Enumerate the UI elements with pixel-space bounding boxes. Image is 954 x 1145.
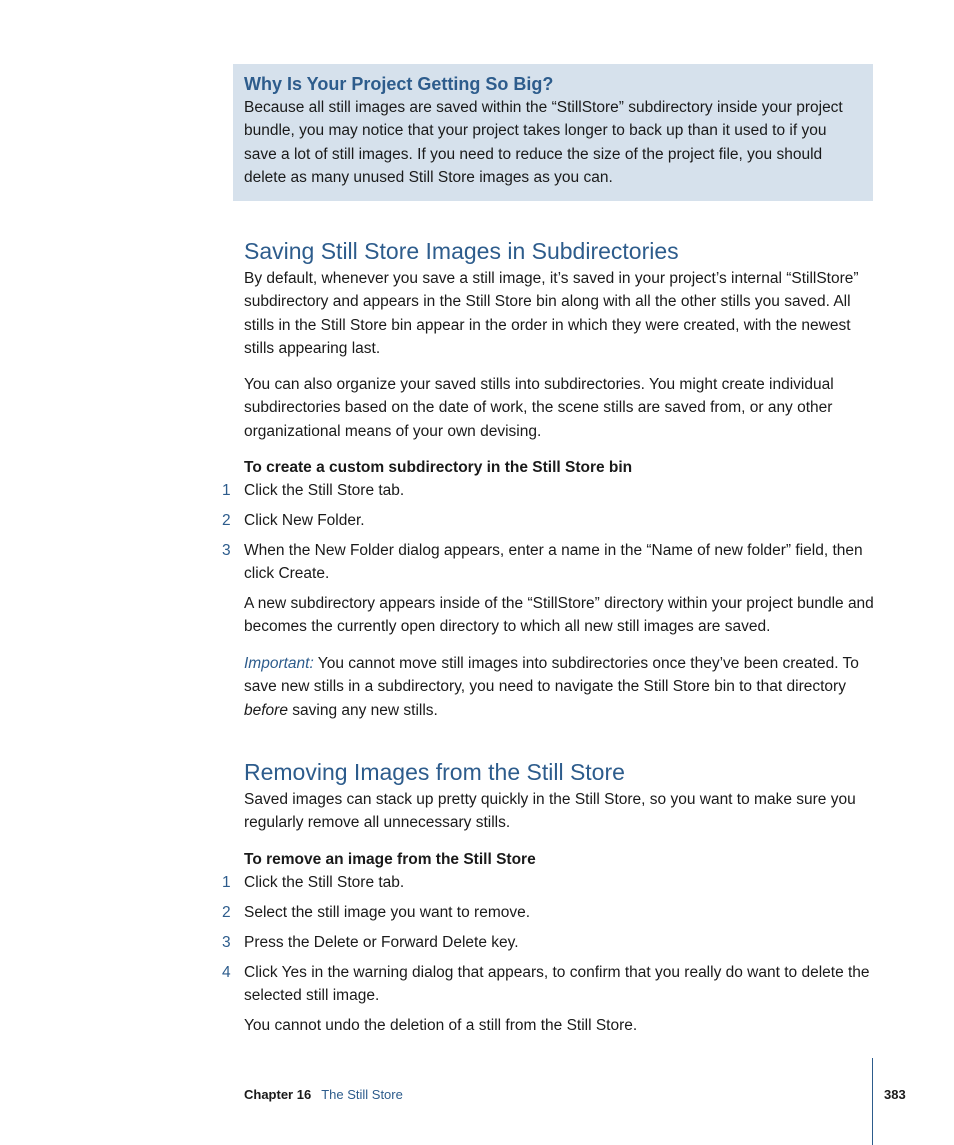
important-note	[244, 652, 876, 722]
step-text: Click New Folder.	[244, 512, 365, 529]
step-number: 2	[222, 512, 231, 529]
step-text: When the New Folder dialog appears, enter a name in the “Name of new folder” field, then click Create.	[244, 542, 863, 583]
section2-paragraph-1: Saved images can stack up pretty quickly in the Still Store, so you want to make sure you regularly remove all unnecessary stills.	[244, 791, 856, 832]
page-number: 383	[884, 1087, 906, 1102]
step-text: Click Yes in the warning dialog that appears, to confirm that you really do want to delete the selected still image.	[244, 964, 870, 1005]
task-title-create-subdirectory: To create a custom subdirectory in the Still Store bin	[244, 459, 633, 476]
section1-paragraph-1: By default, whenever you save a still image, it’s saved in your project’s internal “StillStore” subdirectory and appears in the Still Store bin along with all the other stills you saved. All stills in the Still Store bin appear in the order in which they were created, with the newest stills appearing last.	[244, 270, 859, 357]
step-text: Click the Still Store tab.	[244, 482, 405, 499]
sidebar-title: Why Is Your Project Getting So Big?	[244, 74, 554, 94]
list-item	[222, 509, 876, 532]
important-text-b: saving any new stills.	[287, 701, 438, 719]
sidebar-body: Because all still images are saved within the “StillStore” subdirectory inside your project bundle, you may notice that your project takes longer to back up than it used to if you save a lot of still images. If you need to reduce the size of the project file, you should delete as many unused Still Store images as you can.	[244, 99, 843, 186]
list-item	[222, 961, 876, 1008]
list-item	[222, 871, 876, 894]
section-heading-removing: Removing Images from the Still Store	[244, 759, 625, 785]
step-number: 1	[222, 874, 231, 891]
task-title-remove-image: To remove an image from the Still Store	[244, 851, 536, 868]
step-number: 3	[222, 934, 231, 951]
sidebar-note	[233, 64, 873, 201]
list-item	[222, 539, 876, 586]
footer-divider	[872, 1058, 873, 1145]
list-item	[222, 901, 876, 924]
footer-chapter-title[interactable]: The Still Store	[321, 1087, 403, 1102]
section1-paragraph-2: You can also organize your saved stills into subdirectories. You might create individual subdirectories based on the date of work, the scene stills are saved from, or any other organizational means of your own devising.	[244, 376, 834, 440]
step-text: Press the Delete or Forward Delete key.	[244, 934, 519, 951]
section2-result: You cannot undo the deletion of a still from the Still Store.	[244, 1017, 638, 1034]
list-item	[222, 931, 876, 954]
step-text: Select the still image you want to remove.	[244, 904, 531, 921]
list-item	[222, 479, 876, 502]
important-label: Important:	[244, 655, 314, 672]
step-text: Click the Still Store tab.	[244, 874, 405, 891]
section-heading-subdirectories: Saving Still Store Images in Subdirectories	[244, 238, 679, 264]
important-text-a: You cannot move still images into subdirectories once they’ve been created. To save new stills in a subdirectory, you need to navigate the Still Store bin to that directory	[244, 655, 859, 696]
step-number: 3	[222, 542, 231, 559]
important-emphasis: before	[244, 701, 288, 719]
step-number: 2	[222, 904, 231, 921]
section1-result: A new subdirectory appears inside of the “StillStore” directory within your project bundle and becomes the currently open directory to which all new still images are saved.	[244, 595, 874, 636]
step-number: 4	[222, 964, 231, 981]
footer-chapter: Chapter 16	[244, 1087, 312, 1102]
page-footer	[244, 1086, 403, 1104]
step-number: 1	[222, 482, 231, 499]
